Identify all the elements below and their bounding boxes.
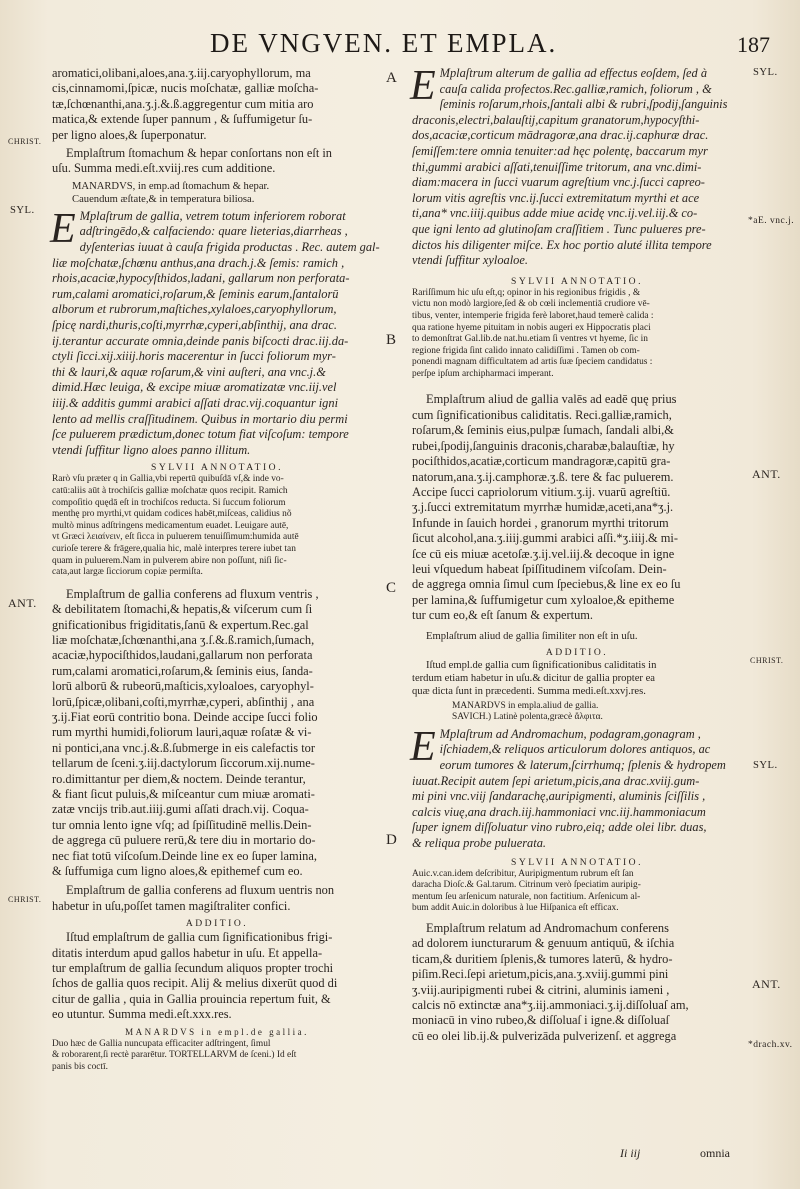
text-line: rhois,acaciæ,hypocyſthidos,ladani, gallarum non perforata-	[52, 271, 350, 286]
text-line: MANARDVS in empla.aliud de gallia.	[452, 700, 599, 711]
text-line: calcis viuę,ana drach.iij.hammoniaci vnc.iij.hammoniacum	[412, 804, 706, 819]
text-line: liæ moſchatæ,ſchœnanthi,ana ʒ.ſ.&.ß.ramich,ſumach,	[52, 632, 315, 647]
text-line: dimid.Hæc leuiga, & excipe miuæ aromatizatæ vnc.iij.vel	[52, 380, 337, 395]
text-line: multò minus adſtringens medicamentum euadet. Leuigare autē,	[52, 520, 289, 531]
text-line: Cauendum æſtate,& in temperatura biliosa.	[72, 193, 255, 205]
margin-tag-syl-1: SYL.	[10, 205, 35, 216]
text-line: Mplaſtrum de gallia, vetrem totum inferiorem roborat	[79, 208, 346, 223]
text-line: Emplaſtrum aliud de gallia valēs ad eadē quę prius	[426, 392, 677, 407]
left-column	[52, 66, 382, 1076]
right-manardus	[412, 701, 742, 724]
text-line: Auic.v.can.idem deſcribitur, Auripigmentum rubrum eſt ſan	[412, 868, 634, 879]
text-line: ditatis interdum apud gallos habetur in uſu. Et appella-	[52, 945, 323, 960]
section-letter-c: C	[386, 580, 397, 596]
text-line: cis,cinnamomi,ſpicæ, nucis moſchatæ, galliæ moſcha-	[52, 81, 319, 96]
additio-heading-left: ADDITIO.	[185, 918, 249, 930]
margin-tag-christ-2: CHRIST.	[8, 895, 42, 904]
text-line: Rariſſimum hic uſu eſt,q; opinor in his regionibus frigidis , &	[412, 287, 641, 298]
text-line: ctyli ſicci.xij.xiiij.horis macerentur in ſucci foliorum myr-	[52, 349, 336, 364]
text-line: thi & lauri,& aquæ roſarum,& vini auſteri, ana vnc.j.&	[52, 364, 326, 379]
left-block-1	[52, 66, 382, 143]
text-line: ni pontici,ana vnc.j.&.ß.ſubmerge in eis calefactis tor	[52, 740, 315, 755]
left-block-5	[52, 883, 382, 914]
margin-tag-christ-right: CHRIST.	[750, 656, 784, 665]
text-line: ʒ.viij.auripigmenti rubei & citrini, aluminis iameni ,	[412, 982, 670, 997]
text-line: vtendi ſuffitur ligno aloes panno illitum.	[52, 442, 251, 457]
text-line: cum ſignificationibus caliditatis. Reci.galliæ,ramich,	[412, 407, 672, 422]
text-line: calcis nō extinctæ ana*ʒ.iij.ammoniaci.ʒ.ij.diſſoluaſ am,	[412, 997, 689, 1012]
text-line: ʒ.j.ſucci extremitatum myrrhæ humidæ,aceti,ana*ʒ.j.	[412, 500, 674, 515]
text-line: SAVICH.) Latinè polenta,græcè ἄλφιτα.	[452, 712, 603, 723]
text-line: tibus, venter, intemperie frigida ferè laboret,haud temerè calida :	[412, 310, 654, 321]
text-line: liæ moſchatæ,ſchœnu anthus,ana drach.j.& ſemis: ramich ,	[52, 255, 345, 270]
text-line: pociſthidos,acatiæ,corticum mandragoræ,capitū gra-	[412, 454, 671, 469]
text-line: dos,acaciæ,corticum mādragoræ,ana drac.ij.caphuræ drac.	[412, 128, 709, 143]
text-line: & fiant ſicut puluis,& miſceantur cum miuæ aromati-	[52, 786, 315, 801]
text-line: ponendi magnam difficultatem ad artis ſuæ ſpeciem candidatus :	[412, 357, 653, 368]
text-line: leui vſquedum habeat ſpiſſitudinem viſcoſam. Dein-	[412, 561, 667, 576]
text-line: tur cum eo,& eſt ſanum & expertum.	[412, 608, 593, 623]
text-line: ad dolorem iuncturarum & genuum antiquū, & iſchia	[412, 936, 675, 951]
dropcap-e: E	[410, 723, 436, 770]
text-line: quam in puluerem.Nam in pulverem abire non poſſunt, niſi ſic-	[52, 555, 287, 566]
text-line: vt Græci λειαίνειν, eſt ſicca in puluerem tenuiſſimum:humida autē	[52, 532, 299, 543]
text-line: daracha Dioſc.& Gal.tarum. Citrinum verò ſpeciatim auripig-	[412, 880, 641, 891]
text-line: iſchiadem,& reliquos articulorum dolores antiquos, ac	[439, 742, 711, 757]
text-line: iuuat.Recipit autem ſepi arietum,picis,ana drac.xviij.gum-	[412, 773, 700, 788]
text-line: Rarò vſu præter q in Gallia,vbi repertū quibuſdā vſ,& inde vo-	[52, 474, 284, 485]
text-line: curioſe terere & frāgere,qualia hic, malè interpres terere iubet tan	[52, 543, 296, 554]
text-line: & roborarent,ſi rectè pararētur. TORTELLARVM de ſceni.) Id eſt	[52, 1050, 297, 1061]
text-line: ſce puluerem prædictum,donec totum fiat viſcoſum: tempore	[52, 427, 349, 442]
right-block-2	[412, 392, 742, 623]
margin-tag-syl-right-2: SYL.	[753, 760, 778, 771]
section-letter-b: B	[386, 332, 397, 348]
section-letter-d: D	[386, 832, 397, 848]
text-line: ſuper ignem diſſoluatur vino rubro,eiq; adde olei libr. duas,	[412, 820, 707, 835]
sylvii-annotatio-heading-left: SYLVII ANNOTATIO.	[151, 462, 283, 474]
text-line: rum,calami aromatici,roſarum,& ſeminis eius, ſanda-	[52, 663, 313, 678]
left-block-4	[52, 587, 382, 880]
text-line: dictos his diligenter miſce. Ex hoc portio aluté illita tempore	[412, 237, 712, 252]
text-line: draconis,electri,balauſtij,capitum granatorum,hypocyſthi-	[412, 112, 700, 127]
margin-tag-ant-right-2: ANT.	[752, 977, 781, 991]
text-line: Emplaſtrum ſtomachum & hepar conſortans non eſt in	[66, 146, 332, 161]
margin-tag-christ-1: CHRIST.	[8, 137, 42, 146]
manardus-heading-left: MANARDVS in empl.de gallia.	[125, 1026, 309, 1037]
text-line: ticam,& duritiem ſplenis,& tumores laterū, & hydro-	[412, 951, 673, 966]
right-additio	[412, 659, 742, 698]
text-line: natorum,ana.ʒ.ij.camphoræ.ʒ.ß. tere & fac puluerem.	[412, 469, 674, 484]
text-line: rum,calami aromatici,roſarum,& ſeminis earum,ſantalorū	[52, 286, 339, 301]
text-line: dyſenterias iuuat à cauſa frigida productas . Rec. autem gal-	[79, 240, 380, 255]
text-line: acaciæ,hypociſthidos,laudani,gallarum non perforata	[52, 648, 313, 663]
text-line: regione frigida ſint calido innato calidiſſimi . Tamen ob com-	[412, 345, 640, 356]
text-line: Iſtud empl.de gallia cum ſignificationibus caliditatis in	[426, 659, 657, 671]
right-sylvius-annotation-2	[412, 869, 742, 915]
text-line: to demonſtrat Gal.lib.de nat.hu.etiam ſi ventres vt hyeme, ſic in	[412, 334, 648, 345]
text-line: per ligno aloes,& ſuperponatur.	[52, 127, 207, 142]
right-block-3	[412, 630, 742, 643]
text-line: ſpicę nardi,thuris,coſti,myrrhæ,cyperi,abſinthij, ana drac.	[52, 318, 337, 332]
right-block-4	[410, 723, 742, 852]
text-line: rum myrthi humidi,foliorum lauri,aquæ roſatæ & vi-	[52, 725, 312, 740]
text-line: ſemiſſem:tere omnia tenuiter:ad hęc polentę, baccarum myr	[412, 143, 708, 158]
text-line: que igni lento ad glutinoſam craſſitiem . Tunc pulueres pre-	[412, 221, 706, 236]
text-line: ti,ana* vnc.iiij.quibus adde miue acidę vnc.ij.vel.iij.& co-	[412, 206, 698, 221]
text-line: diam:macera in ſucci vuarum agreſtium vnc.j.ſucci capreo-	[412, 175, 705, 190]
text-line: matica,& extende ſuper pannum , & ſuffumigetur ſu-	[52, 112, 313, 127]
text-line: ſce cū eis miuæ acetoſæ.ʒ.ij.vel.iij.& decoque in igne	[412, 546, 675, 561]
text-line: compoſitio quędā eſt in trochiſcos reducta. Si ſuccum foliorum	[52, 497, 286, 508]
text-line: menthę pro myrthi,vt quidam codices habēt,miſceas, calidius nõ	[52, 509, 292, 520]
text-line: eorum tumores & laterum,ſcirrhumq; ſplenis & hydropem	[439, 757, 726, 772]
dropcap-e: E	[410, 63, 436, 109]
text-line: uſu. Summa medi.eſt.xviij.res cum additione.	[52, 161, 276, 176]
text-line: ſchos de gallia quos recipit. Alij & melius dixerūt quod di	[52, 976, 338, 991]
text-line: qua ratione hyeme pituitam in nobis augeri ex Hippocratis placi	[412, 322, 651, 333]
left-manardus-2	[52, 1039, 382, 1074]
sylvii-annotatio-heading-right-2: SYLVII ANNOTATIO.	[511, 856, 643, 868]
folio-number: 187	[737, 32, 770, 57]
text-line: zatæ vncijs trib.aut.iiij.gumi aſſati drach.vij. Coqua-	[52, 802, 309, 817]
text-line: Emplaſtrum aliud de gallia ſimiliter non eſt in uſu.	[426, 630, 638, 642]
text-line: alborum et rubrorum,maſtiches,xylaloes,caryophyllorum,	[52, 302, 337, 317]
text-line: moniacū in vino rubeo,& diſſoluaſ i igne.& diſſoluaſ	[412, 1013, 670, 1028]
text-line: piſim.Reci.ſepi arietum,picis,ana.ʒ.xviij.gummi pini	[412, 967, 669, 982]
margin-tag-syl-right-1: SYL.	[753, 67, 778, 78]
text-line: & debilitatem ſtomachi,& hepatis,& viſcerum cum ſi	[52, 602, 313, 617]
text-line: MANARDVS, in emp.ad ſtomachum & hepar.	[72, 180, 270, 192]
dropcap-e: E	[50, 205, 76, 252]
text-line: citur de gallia , quia in Gallia prouincia repertum fuit, &	[52, 991, 331, 1006]
right-column	[410, 63, 742, 1047]
margin-tag-ant-1: ANT.	[8, 596, 37, 610]
text-line: bum addit Auic.in doloribus à lue Hiſpanica eſt efficax.	[412, 903, 619, 914]
section-letter-a: A	[386, 70, 397, 86]
text-line: roſarum,& ſeminis eius,pulpæ ſumach, ſandali albi,&	[412, 423, 674, 438]
margin-note-drach: *drach.xv.	[748, 1040, 793, 1050]
text-line: victu non modò largiore,ſed & ob cœli inclementiā crudiore vē-	[412, 299, 650, 310]
text-line: & ſuffumiga cum ligno aloes,& epithemef cum eo.	[52, 864, 303, 878]
additio-heading-right: ADDITIO.	[545, 646, 609, 658]
text-line: aromatici,olibani,aloes,ana.ʒ.iij.caryophyllorum, ma	[52, 66, 311, 80]
text-line: habetur in uſu,poſſet tamen magiſtraliter confici.	[52, 898, 291, 913]
left-sylvius-annotation	[52, 474, 382, 578]
left-additio	[52, 930, 382, 1022]
text-line: Iſtud emplaſtrum de gallia cum ſignificationibus frigi-	[66, 930, 333, 945]
text-line: panis bis coctī.	[52, 1061, 108, 1072]
left-block-2	[52, 146, 382, 177]
text-line: Mplaſtrum alterum de gallia ad effectus eoſdem, ſed à	[439, 66, 708, 80]
text-line: tellarum de ſceni.ʒ.iij.dactylorum ſiccorum.xij.nume-	[52, 756, 315, 771]
left-manardus-1	[52, 180, 382, 206]
text-line: cauſa calida profectos.Rec.galliæ,ramich, foliorum , &	[439, 81, 712, 96]
text-line: ro.dimittantur per diem,& noctem. Deinde terantur,	[52, 771, 306, 786]
text-line: de aggrega cū puluere rerū,& tere diu in mortario do-	[52, 833, 316, 848]
running-title: DE VNGVEN. ET EMPLA.	[210, 28, 558, 58]
text-line: mentum ſeu arſenicum naturale, non factitium. Arſenicum al-	[412, 891, 641, 902]
text-line: gnificationibus frigiditatis,ſanū & expertum.Rec.gal	[52, 617, 309, 632]
text-line: Accipe ſucci capriolorum vitium.ʒ.ij. vuarū agreſtiū.	[412, 484, 671, 499]
text-line: ſicut alcohol,ana.ʒ.iiij.gummi arabici aſſi.*ʒ.iiij.& mi-	[412, 531, 678, 546]
text-line: nec fiat totū viſcoſum.Deinde line ex eo ſuper lamina,	[52, 848, 317, 863]
text-line: lorum vitis agreſtis vnc.ij.ſucci extremitatum myrthi et ace	[412, 190, 700, 205]
text-line: Infunde in ſauich hordei , granorum myrthi tritorum	[412, 515, 669, 530]
text-line: catū:aliis aūt à trochiſcis galliæ moſchatæ quos recipit. Ramich	[52, 485, 288, 496]
text-line: perſpe ipſum archipharmaci imperant.	[412, 368, 554, 379]
margin-tag-ant-right-1: ANT.	[752, 467, 781, 481]
text-line: Emplaſtrum relatum ad Andromachum conferens	[426, 920, 669, 935]
text-line: per lamina,& ſuffumigetur cum xyloaloe,& epitheme	[412, 592, 675, 607]
text-line: Duo hæc de Gallia nuncupata efficaciter adſtringent, ſimul	[52, 1038, 271, 1049]
text-line: ſeminis roſarum,rhois,ſantali albi & rubri,ſpodij,ſanguinis	[439, 97, 728, 112]
text-line: lorū,ſpicæ,olibani,coſti,myrrhæ,cyperi, abſinthij , ana	[52, 694, 315, 709]
text-line: thi,gummi arabici aſſati,tenuiſſime tritorum, ana vnc.dimi-	[412, 159, 702, 174]
catchword: omnia	[700, 1146, 730, 1160]
text-line: adſtringēdo,& calfaciendo: quare lieterias,diarrheas ,	[79, 224, 348, 239]
text-line: ʒ.ij.Fiat eorū contritio bona. Deinde accipe ſucci folio	[52, 709, 318, 724]
left-block-3	[50, 205, 382, 459]
signature-mark: Ii iij	[620, 1146, 641, 1160]
text-line: lento ad mellis craſſitudinem. Quibus in mortario diu permi	[52, 411, 348, 426]
text-line: vtendi ſuffitur xyloaloe.	[412, 253, 528, 268]
text-line: tur emplaſtrum de gallia ſecundum aliquos propter trochi	[52, 961, 334, 976]
text-line: Mplaſtrum ad Andromachum, podagram,gonagram ,	[439, 726, 701, 741]
margin-note-vnc: *aE. vnc.j.	[748, 216, 795, 226]
text-line: eo utuntur. Summa medi.eſt.xxx.res.	[52, 1007, 232, 1022]
text-line: terdum etiam habetur in uſu.& dicitur de gallia propter ea	[412, 672, 655, 684]
text-line: Emplaſtrum de gallia conferens ad fluxum uentris non	[66, 883, 335, 898]
right-block-1	[410, 63, 742, 269]
text-line: lorū alborū & rubeorū,maſticis,xyloaloes, caryophyl-	[52, 679, 314, 694]
text-line: ij.terantur accurate omnia,deinde panis biſcocti drac.iij.da-	[52, 333, 349, 348]
text-line: quæ dicta ſunt in præcedenti. Summa medi.eſt.xxvj.res.	[412, 685, 646, 697]
sylvii-annotatio-heading-right-1: SYLVII ANNOTATIO.	[511, 275, 643, 287]
text-line: iiij.& additis gummi arabici aſſati drac.vij.coquantur igni	[52, 395, 339, 410]
text-line: rubei,ſpodij,ſanguinis draconis,charabæ,balauſtiæ, hy	[412, 438, 675, 453]
text-line: Emplaſtrum de gallia conferens ad fluxum ventris ,	[66, 586, 319, 601]
text-line: cū eo olei lib.ij.& pulverizāda pulverizenſ. et aggrega	[412, 1028, 677, 1043]
page-header	[210, 28, 770, 62]
text-line: de aggrega omnia ſimul cum ſpeciebus,& line ex eo ſu	[412, 577, 681, 592]
right-block-5	[412, 921, 742, 1044]
text-line: & reliqua probe puluerata.	[412, 835, 546, 850]
text-line: tur omnia lento igne vſq; ad ſpiſſitudinē mellis.Dein-	[52, 817, 312, 832]
text-line: cata,aut largæ ſicciorum copiæ permiſta.	[52, 567, 203, 578]
right-sylvius-annotation-1	[412, 288, 742, 381]
text-line: tæ,ſchœnanthi,ana.ʒ.j.&.ß.aggregentur cum mitia aro	[52, 96, 314, 111]
text-line: mi pini vnc.viij ſandarachę,auripigmenti, aluminis ſciſſilis ,	[412, 789, 706, 804]
